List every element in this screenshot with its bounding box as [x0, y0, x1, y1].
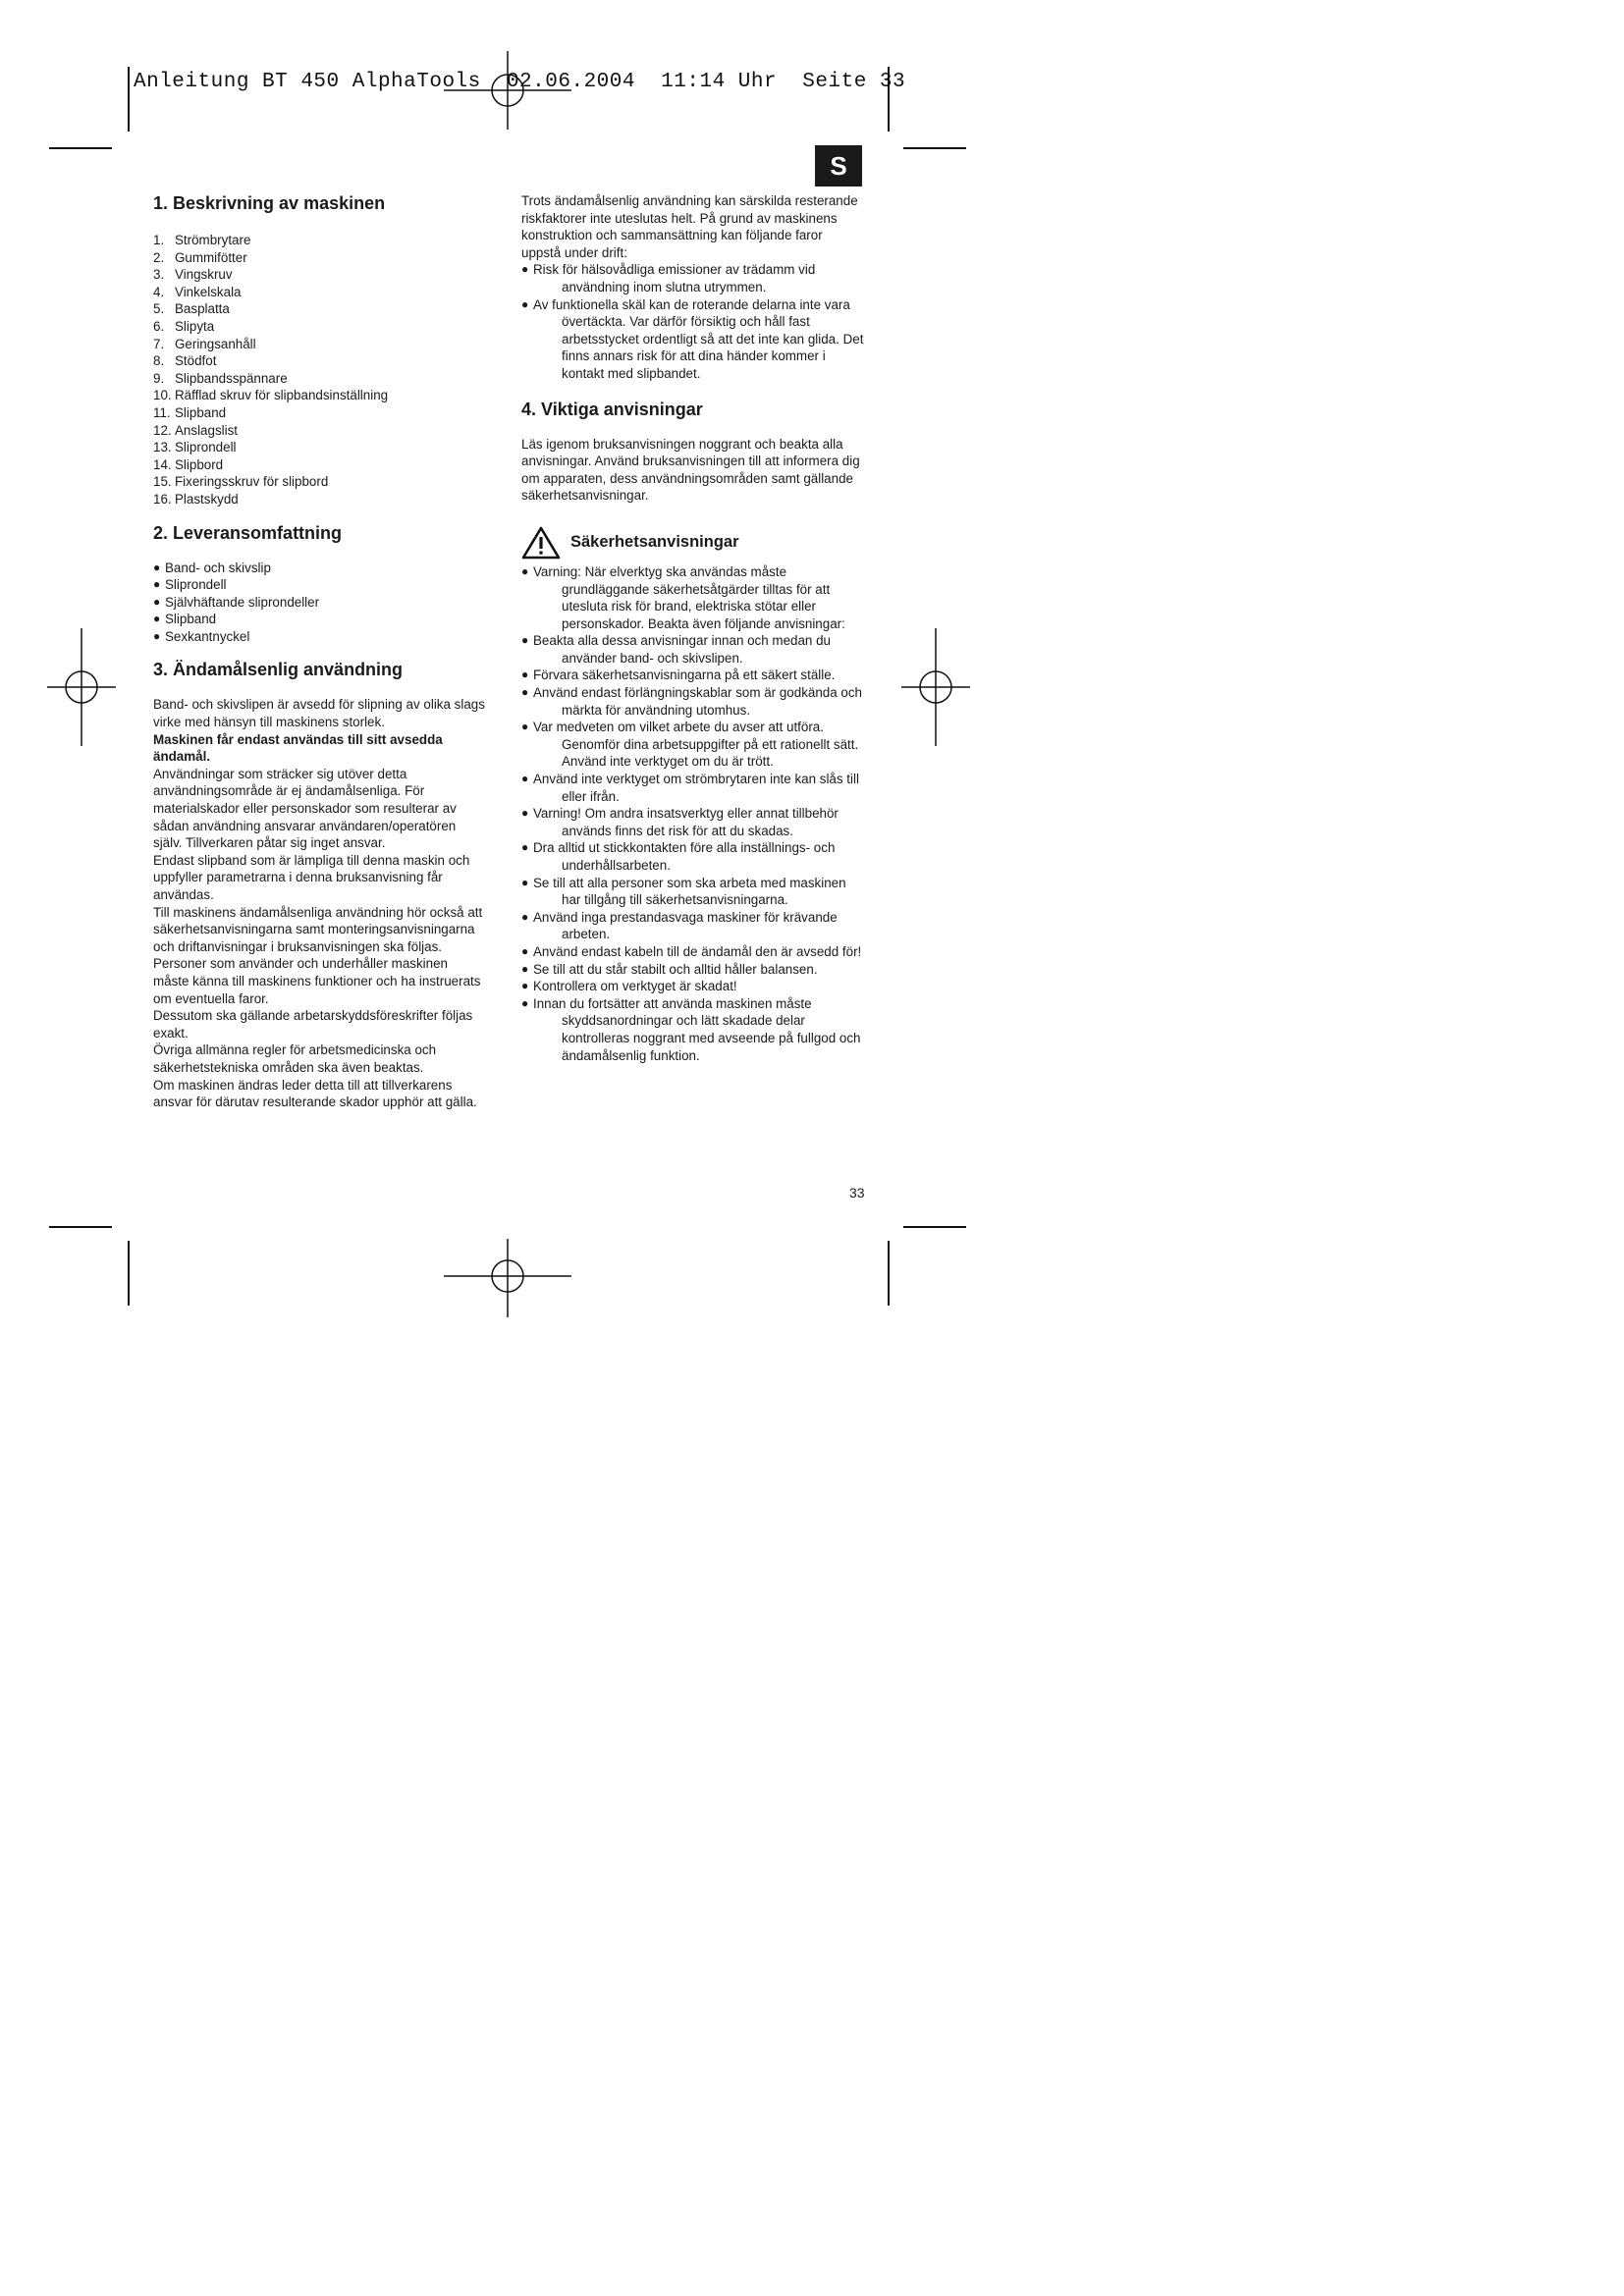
language-badge: S [815, 145, 862, 187]
paragraph: Personer som använder och underhåller maskinen måste känna till maskinens funktioner och ha instruerats om eventuella faror. [153, 956, 481, 1006]
list-item: 5. Basplatta [153, 301, 230, 317]
paragraph: Till maskinens ändamålsenliga användning hör också att säkerhetsanvisningarna samt monteringsanvisningarna och driftanvisningar i bruksanvisningen ska följas. [153, 904, 483, 954]
list-item: 3. Vingskruv [153, 267, 233, 283]
crop-mark [903, 1226, 966, 1228]
crop-mark [888, 1241, 890, 1306]
paragraph-bold: Maskinen får endast användas till sitt avsedda ändamål. [153, 731, 443, 765]
list-item: ● Sexkantnyckel [153, 628, 487, 646]
list-item: ● Varning! Om andra insatsverktyg eller annat tillbehör används finns det risk för att du skadas. [521, 805, 865, 839]
list-item: ● Varning: När elverktyg ska användas måste grundläggande säkerhetsåtgärder tilltas för att utesluta risk för brand, elektriska stötar eller personskador. Beakta även följande anvisningar: [521, 563, 865, 632]
list-item: ● Var medveten om vilket arbete du avser att utföra. Genomför dina arbetsuppgifter på ett rationellt sätt. Använd inte verktyget om du är trött. [521, 719, 865, 771]
list-item: ● Använd inga prestandasvaga maskiner för krävande arbeten. [521, 909, 865, 943]
safety-list [521, 563, 865, 1064]
section-title: 1. Beskrivning av maskinen [153, 193, 386, 213]
registration-mark-right [901, 628, 970, 746]
list-item: 7. Geringsanhåll [153, 336, 256, 351]
list-item: ● Sliprondell [153, 576, 487, 594]
paragraph: Trots ändamålsenlig användning kan särskilda resterande riskfaktorer inte uteslutas helt. På grund av maskinens konstruktion och sammansättning kan följande faror uppstå under drift: [521, 193, 858, 260]
list-item: ● Se till att alla personer som ska arbeta med maskinen har tillgång till säkerhetsanvisningarna. [521, 875, 865, 909]
list-item: 14. Slipbord [153, 456, 224, 472]
list-item: ● Risk för hälsovådliga emissioner av trädamm vid användning inom slutna utrymmen. [521, 261, 865, 295]
list-item: 8. Stödfot [153, 353, 217, 369]
parts-list [153, 232, 487, 508]
section-title: 2. Leveransomfattning [153, 522, 343, 543]
list-item: 2. Gummifötter [153, 249, 247, 265]
list-item: 15. Fixeringsskruv för slipbord [153, 474, 329, 490]
paragraph: Övriga allmänna regler för arbetsmedicinska och säkerhetstekniska områden ska även beaktas. [153, 1042, 437, 1075]
registration-mark-bottom [444, 1239, 571, 1317]
section-title: 4. Viktiga anvisningar [521, 399, 703, 419]
crop-mark [49, 147, 112, 149]
print-header: Anleitung BT 450 AlphaTools 02.06.2004 11:14 Uhr Seite 33 [134, 71, 906, 93]
crop-mark [49, 1226, 112, 1228]
crop-mark [903, 147, 966, 149]
list-item: ● Självhäftande sliprondeller [153, 594, 487, 612]
paragraph: Läs igenom bruksanvisningen noggrant och beakta alla anvisningar. Använd bruksanvisningen till att informera dig om apparaten, dess användningsområden samt gällande säkerhetsanvisningar. [521, 436, 860, 504]
safety-title: Säkerhetsanvisningar [570, 533, 739, 552]
list-item: 16. Plastskydd [153, 491, 239, 507]
list-item: ● Innan du fortsätter att använda maskinen måste skyddsanordningar och lätt skadade delar kontrolleras noggrant med avseende på fullgod och ändamålsenlig funktion. [521, 995, 865, 1064]
paragraph: Dessutom ska gällande arbetarskyddsföreskrifter följas exakt. [153, 1008, 473, 1041]
list-item: ● Band- och skivslip [153, 560, 487, 577]
crop-mark [128, 1241, 130, 1306]
list-item: ● Använd endast förlängningskablar som är godkända och märkta för användning utomhus. [521, 684, 865, 719]
list-item: 12. Anslagslist [153, 422, 239, 438]
left-column [153, 192, 487, 1111]
warning-triangle-icon [521, 526, 561, 560]
registration-mark-left [47, 628, 116, 746]
delivery-list [153, 560, 487, 646]
list-item: 13. Sliprondell [153, 440, 237, 455]
list-item: ● Kontrollera om verktyget är skadat! [521, 978, 865, 995]
list-item: 1. Strömbrytare [153, 233, 251, 247]
list-item: ● Av funktionella skäl kan de roterande delarna inte vara övertäckta. Var därför försiktig och håll fast arbetsstycket ordentligt så att det inte kan glida. Det finns annars risk för att dina händer kommer i kontakt med slipbandet. [521, 296, 865, 383]
page-number: 33 [849, 1185, 865, 1201]
list-item: ● Förvara säkerhetsanvisningarna på ett säkert ställe. [521, 667, 865, 684]
safety-heading [521, 526, 865, 560]
list-item: ● Slipband [153, 611, 487, 628]
list-item: ● Beakta alla dessa anvisningar innan och medan du använder band- och skivslipen. [521, 632, 865, 667]
list-item: 9. Slipbandsspännare [153, 370, 288, 386]
crop-mark [128, 67, 130, 132]
list-item: 6. Slipyta [153, 318, 215, 334]
section-title: 3. Ändamålsenlig användning [153, 660, 404, 680]
list-item: 10. Räfflad skruv för slipbandsinställning [153, 388, 389, 403]
list-item: ● Använd inte verktyget om strömbrytaren inte kan slås till eller ifrån. [521, 771, 865, 805]
paragraph: Band- och skivslipen är avsedd för slipning av olika slags virke med hänsyn till maskinens storlek. [153, 697, 485, 730]
list-item: 11. Slipband [153, 404, 227, 420]
list-item: ● Dra alltid ut stickkontakten före alla inställnings- och underhållsarbeten. [521, 839, 865, 874]
paragraph: Om maskinen ändras leder detta till att tillverkarens ansvar för därutav resulterande skador upphör att gälla. [153, 1077, 477, 1110]
list-item: 4. Vinkelskala [153, 284, 242, 299]
list-item: ● Se till att du står stabilt och alltid håller balansen. [521, 961, 865, 979]
right-column [521, 192, 865, 1064]
paragraph: Endast slipband som är lämpliga till denna maskin och uppfyller parametrarna i denna bruksanvisning får användas. [153, 852, 470, 902]
residual-risk-list [521, 261, 865, 382]
list-item: ● Använd endast kabeln till de ändamål den är avsedd för! [521, 943, 865, 961]
paragraph: Användningar som sträcker sig utöver detta användningsområde är ej ändamålsenliga. För materialskador eller personskador som resulterar av sådan användning ansvarar användaren/operatören själv. Tillverkaren påtar sig inget ansvar. [153, 766, 457, 851]
